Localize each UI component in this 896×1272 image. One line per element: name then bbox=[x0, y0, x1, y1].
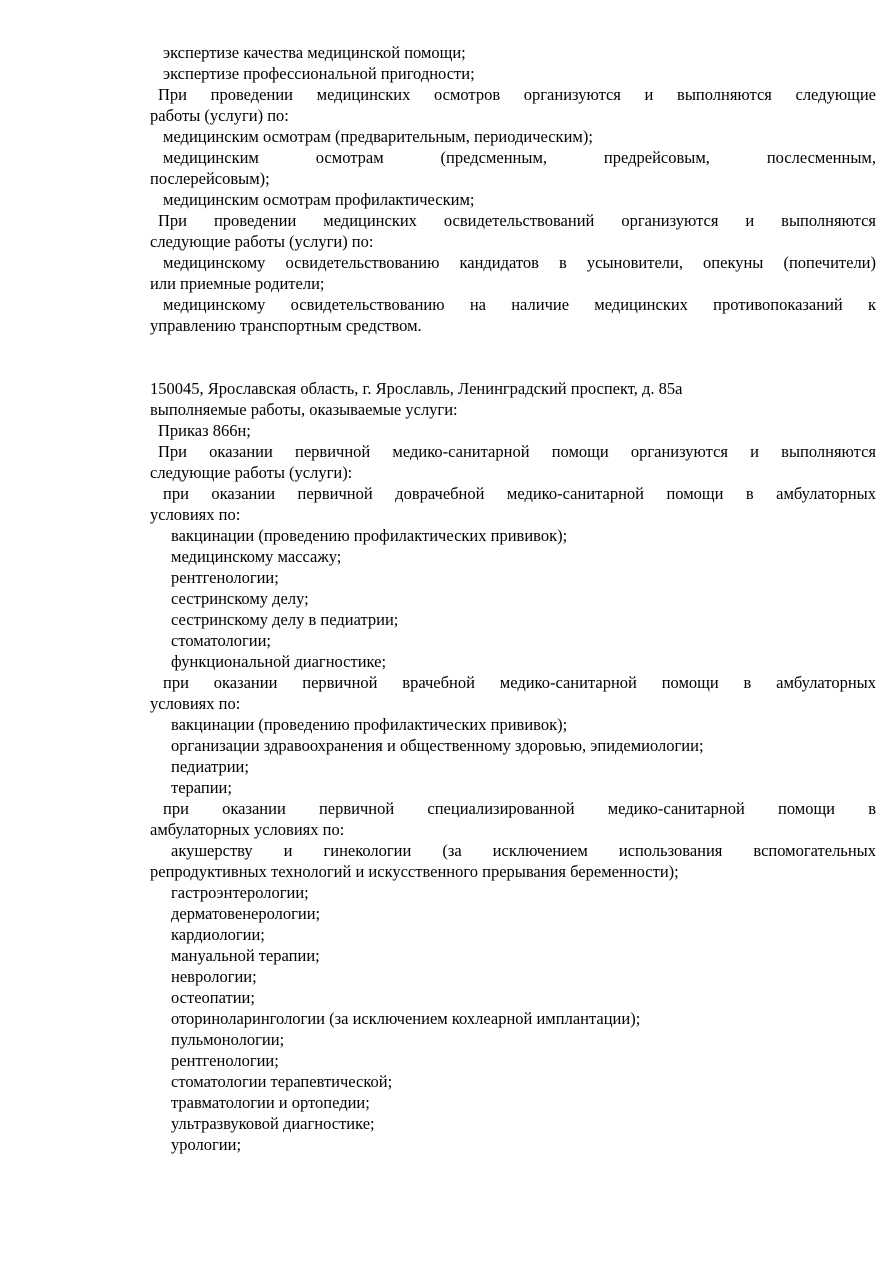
document-line: условиях по: bbox=[150, 505, 241, 524]
document-line: следующие работы (услуги): bbox=[150, 463, 353, 482]
document-line: экспертизе профессиональной пригодности; bbox=[163, 64, 475, 83]
document-line: При проведении медицинских осмотров организуются и выполняются следующие bbox=[158, 85, 876, 104]
document-section-address-works-section bbox=[150, 378, 876, 1155]
document-line: при оказании первичной врачебной медико-санитарной помощи в амбулаторных bbox=[163, 673, 876, 692]
document-section-medical-examinations-section bbox=[150, 42, 876, 336]
document-line: мануальной терапии; bbox=[171, 946, 320, 965]
document-line: работы (услуги) по: bbox=[150, 106, 289, 125]
document-line: амбулаторных условиях по: bbox=[150, 820, 345, 839]
document-line: следующие работы (услуги) по: bbox=[150, 232, 374, 251]
document-line: управлению транспортным средством. bbox=[150, 316, 422, 335]
document-line: послерейсовым); bbox=[150, 169, 270, 188]
document-line: Приказ 866н; bbox=[158, 421, 251, 440]
document-line: неврологии; bbox=[171, 967, 257, 986]
document-line: 150045, Ярославская область, г. Ярославль, Ленинградский проспект, д. 85а bbox=[150, 379, 683, 398]
document-line: При оказании первичной медико-санитарной помощи организуются и выполняются bbox=[158, 442, 876, 461]
document-line: или приемные родители; bbox=[150, 274, 325, 293]
document-line: медицинским осмотрам профилактическим; bbox=[163, 190, 475, 209]
document-line: медицинским осмотрам (предсменным, предрейсовым, послесменным, bbox=[163, 148, 876, 167]
document-line: ультразвуковой диагностике; bbox=[171, 1114, 375, 1133]
document-line: урологии; bbox=[171, 1135, 242, 1154]
document-line: сестринскому делу; bbox=[171, 589, 309, 608]
document-line: медицинскому массажу; bbox=[171, 547, 342, 566]
document-line: При проведении медицинских освидетельствований организуются и выполняются bbox=[158, 211, 876, 230]
document-line: оториноларингологии (за исключением кохлеарной имплантации); bbox=[171, 1009, 641, 1028]
document-line: функциональной диагностике; bbox=[171, 652, 387, 671]
document-line: вакцинации (проведению профилактических прививок); bbox=[171, 526, 568, 545]
document-line: экспертизе качества медицинской помощи; bbox=[163, 43, 466, 62]
document-line: репродуктивных технологий и искусственного прерывания беременности); bbox=[150, 862, 679, 881]
document-line: вакцинации (проведению профилактических прививок); bbox=[171, 715, 568, 734]
document-line: выполняемые работы, оказываемые услуги: bbox=[150, 400, 458, 419]
document-line: медицинскому освидетельствованию на наличие медицинских противопоказаний к bbox=[163, 295, 876, 314]
document-line: рентгенологии; bbox=[171, 568, 279, 587]
document-line: терапии; bbox=[171, 778, 232, 797]
document-line: стоматологии терапевтической; bbox=[171, 1072, 393, 1091]
document-line: рентгенологии; bbox=[171, 1051, 279, 1070]
document-line: организации здравоохранения и общественному здоровью, эпидемиологии; bbox=[171, 736, 704, 755]
document-line: травматологии и ортопедии; bbox=[171, 1093, 370, 1112]
document-line: гастроэнтерологии; bbox=[171, 883, 309, 902]
document-line: пульмонологии; bbox=[171, 1030, 285, 1049]
document-line: дерматовенерологии; bbox=[171, 904, 321, 923]
document-line: медицинским осмотрам (предварительным, периодическим); bbox=[163, 127, 593, 146]
document-line: при оказании первичной доврачебной медико-санитарной помощи в амбулаторных bbox=[163, 484, 876, 503]
document-line: условиях по: bbox=[150, 694, 241, 713]
document-line: остеопатии; bbox=[171, 988, 255, 1007]
document-line: медицинскому освидетельствованию кандидатов в усыновители, опекуны (попечители) bbox=[163, 253, 876, 272]
document-text-block bbox=[150, 42, 876, 1155]
document-line: кардиологии; bbox=[171, 925, 265, 944]
document-line: педиатрии; bbox=[171, 757, 249, 776]
document-line: стоматологии; bbox=[171, 631, 271, 650]
document-line: сестринскому делу в педиатрии; bbox=[171, 610, 399, 629]
document-line: акушерству и гинекологии (за исключением использования вспомогательных bbox=[171, 841, 876, 860]
document-line: при оказании первичной специализированной медико-санитарной помощи в bbox=[163, 799, 876, 818]
